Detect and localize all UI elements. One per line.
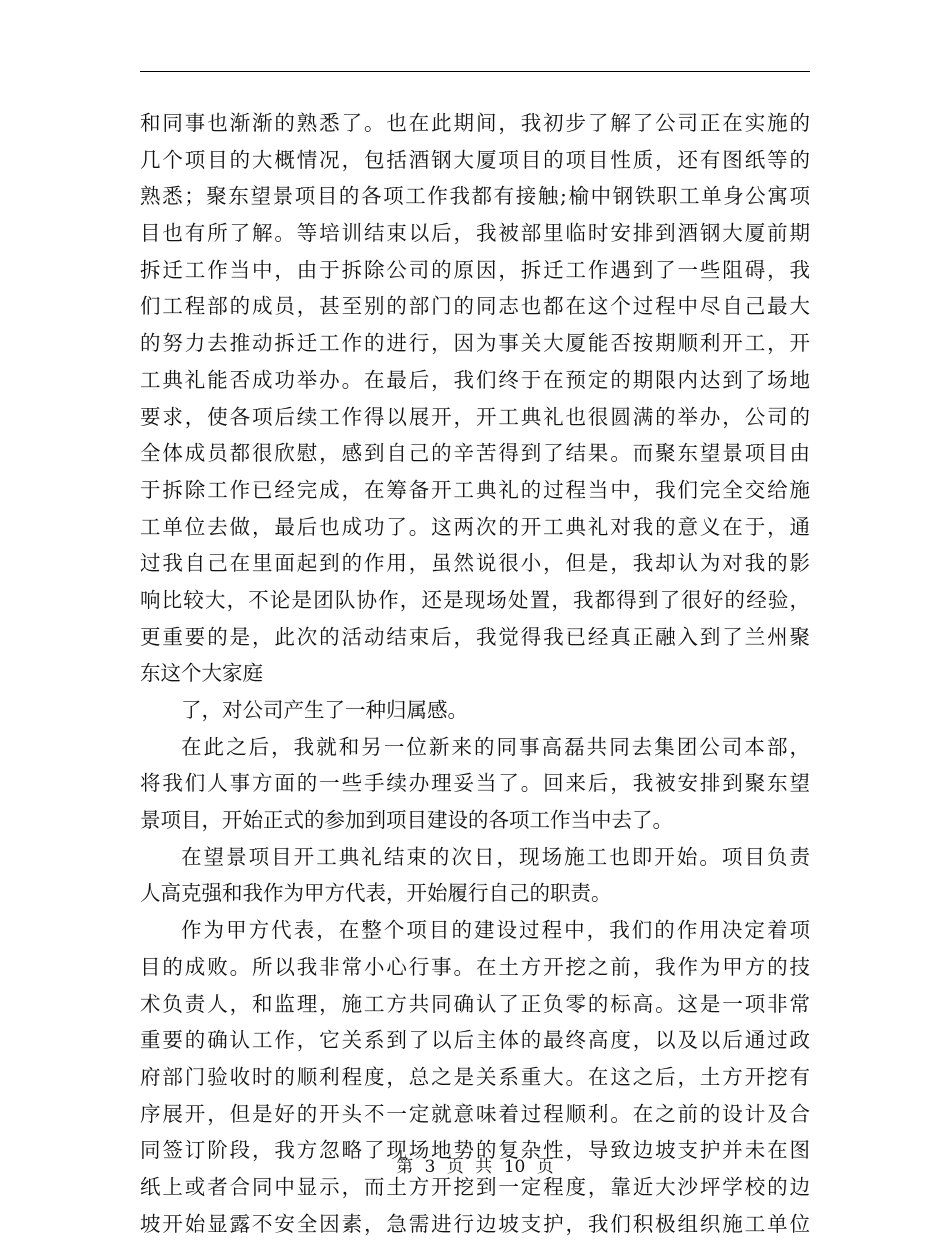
text-line: 坡开始显露不安全因素，急需进行边坡支护，我们积极组织施工单位 — [140, 1211, 810, 1236]
paragraph — [140, 839, 810, 912]
header-rule — [140, 71, 810, 72]
text-line: 作为甲方代表，在整个项目的建设过程中，我们的作用决定着项 — [181, 918, 810, 943]
text-line: 了，对公司产生了一种归属感。 — [181, 698, 468, 722]
text-line: 于拆除工作已经完成，在筹备开工典礼的过程当中，我们完全交给施 — [140, 477, 810, 502]
paragraph — [140, 912, 810, 1242]
text-line: 同签订阶段，我方忽略了现场地势的复杂性，导致边坡支护并未在图 — [140, 1138, 810, 1163]
paragraph — [140, 692, 810, 729]
text-line: 全体成员都很欣慰，感到自己的辛苦得到了结果。而聚东望景项目由 — [140, 441, 810, 466]
text-line: 在望景项目开工典礼结束的次日，现场施工也即开始。项目负责 — [181, 844, 810, 869]
page-number: 第 3 页 共 10 页 — [396, 1157, 554, 1177]
text-line: 熟悉；聚东望景项目的各项工作我都有接触;榆中钢铁职工单身公寓项 — [140, 184, 810, 209]
text-line: 序展开，但是好的开头不一定就意味着过程顺利。在之前的设计及合 — [140, 1101, 810, 1126]
text-line: 府部门验收时的顺利程度，总之是关系重大。在这之后，土方开挖有 — [140, 1064, 810, 1089]
text-line: 将我们人事方面的一些手续办理妥当了。回来后，我被安排到聚东望 — [140, 771, 810, 796]
text-line: 目的成败。所以我非常小心行事。在土方开挖之前，我作为甲方的技 — [140, 954, 810, 979]
text-line: 在此之后，我就和另一位新来的同事高磊共同去集团公司本部， — [181, 734, 810, 759]
text-line: 过我自己在里面起到的作用，虽然说很小，但是，我却认为对我的影 — [140, 551, 810, 576]
text-line: 拆迁工作当中，由于拆除公司的原因，拆迁工作遇到了一些阻碍，我 — [140, 257, 810, 282]
text-line: 工典礼能否成功举办。在最后，我们终于在预定的期限内达到了场地 — [140, 367, 810, 392]
paragraph — [140, 729, 810, 839]
text-line: 人高克强和我作为甲方代表，开始履行自己的职责。 — [140, 881, 612, 906]
text-line: 的努力去推动拆迁工作的进行，因为事关大厦能否按期顺利开工，开 — [140, 331, 810, 356]
document-body — [140, 105, 810, 1242]
text-line: 们工程部的成员，甚至别的部门的同志也都在这个过程中尽自己最大 — [140, 294, 810, 319]
text-line: 几个项目的大概情况，包括酒钢大厦项目的项目性质，还有图纸等的 — [140, 147, 810, 172]
text-line: 目也有所了解。等培训结束以后，我被部里临时安排到酒钢大厦前期 — [140, 221, 810, 246]
text-line: 重要的确认工作，它关系到了以后主体的最终高度，以及以后通过政 — [140, 1028, 810, 1053]
text-line: 要求，使各项后续工作得以展开，开工典礼也很圆满的举办，公司的 — [140, 404, 810, 429]
text-line: 响比较大，不论是团队协作，还是现场处置，我都得到了很好的经验， — [140, 587, 810, 612]
text-line: 术负责人，和监理，施工方共同确认了正负零的标高。这是一项非常 — [140, 991, 810, 1016]
text-line: 工单位去做，最后也成功了。这两次的开工典礼对我的意义在于，通 — [140, 514, 810, 539]
text-line: 东这个大家庭 — [140, 661, 263, 686]
text-line: 纸上或者合同中显示，而土方开挖到一定程度，靠近大沙坪学校的边 — [140, 1174, 810, 1199]
text-line: 更重要的是，此次的活动结束后，我觉得我已经真正融入到了兰州聚 — [140, 624, 810, 649]
text-line: 和同事也渐渐的熟悉了。也在此期间，我初步了解了公司正在实施的 — [140, 111, 810, 135]
paragraph — [140, 105, 810, 692]
text-line: 景项目，开始正式的参加到项目建设的各项工作当中去了。 — [140, 808, 673, 833]
